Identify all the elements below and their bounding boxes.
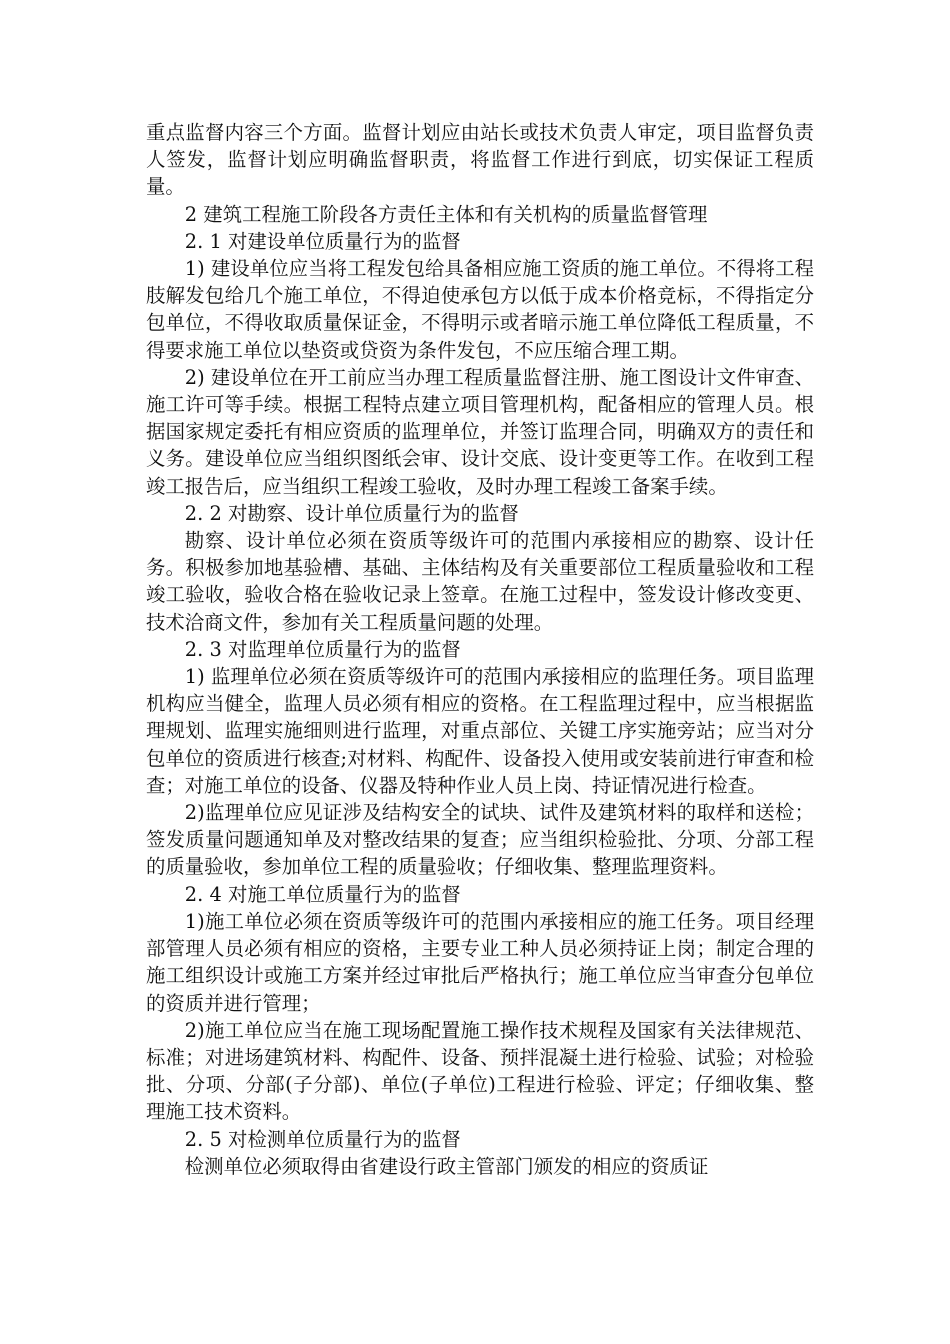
paragraph-supervision-plan: 重点监督内容三个方面。监督计划应由站长或技术负责人审定，项目监督负责人签发，监督计划应明确监督职责，将监督工作进行到底，切实保证工程质量。 xyxy=(146,121,814,199)
paragraph-2-3-item-2: 2)监理单位应见证涉及结构安全的试块、试件及建筑材料的取样和送检；签发质量问题通知单及对整改结果的复查；应当组织检验批、分项、分部工程的质量验收，参加单位工程的质量验收；仔细收集、整理监理资料。 xyxy=(146,801,814,879)
document-page xyxy=(146,119,814,1180)
paragraph-2-5: 检测单位必须取得由省建设行政主管部门颁发的相应的资质证 xyxy=(184,1154,709,1178)
paragraph-2-2: 勘察、设计单位必须在资质等级许可的范围内承接相应的勘察、设计任务。积极参加地基验槽、基础、主体结构及有关重要部位工程质量验收和工程竣工验收，验收合格在验收记录上签章。在施工过程中，签发设计修改变更、技术洽商文件，参加有关工程质量问题的处理。 xyxy=(146,529,814,634)
subsection-heading-2-2: 2. 2 对勘察、设计单位质量行为的监督 xyxy=(184,501,519,525)
paragraph-2-1-item-2: 2) 建设单位在开工前应当办理工程质量监督注册、施工图设计文件审查、施工许可等手续。根据工程特点建立项目管理机构，配备相应的管理人员。根据国家规定委托有相应资质的监理单位，并签订监理合同，明确双方的责任和义务。建设单位应当组织图纸会审、设计交底、设计变更等工作。在收到工程竣工报告后，应当组织工程竣工验收，及时办理工程竣工备案手续。 xyxy=(146,365,814,498)
subsection-heading-2-3: 2. 3 对监理单位质量行为的监督 xyxy=(184,637,461,661)
paragraph-2-1-item-1: 1) 建设单位应当将工程发包给具备相应施工资质的施工单位。不得将工程肢解发包给几个施工单位，不得迫使承包方以低于成本价格竞标，不得指定分包单位，不得收取质量保证金，不得明示或者暗示施工单位降低工程质量，不得要求施工单位以垫资或贷资为条件发包，不应压缩合理工期。 xyxy=(146,257,814,362)
subsection-heading-2-4: 2. 4 对施工单位质量行为的监督 xyxy=(184,882,461,906)
subsection-heading-2-5: 2. 5 对检测单位质量行为的监督 xyxy=(184,1127,461,1151)
subsection-heading-2-1: 2. 1 对建设单位质量行为的监督 xyxy=(184,229,461,253)
section-heading-2: 2 建筑工程施工阶段各方责任主体和有关机构的质量监督管理 xyxy=(184,202,708,226)
paragraph-2-3-item-1: 1) 监理单位必须在资质等级许可的范围内承接相应的监理任务。项目监理机构应当健全，监理人员必须有相应的资格。在工程监理过程中，应当根据监理规划、监理实施细则进行监理，对重点部位、关键工序实施旁站；应当对分包单位的资质进行核查;对材料、构配件、设备投入使用或安装前进行审查和检查；对施工单位的设备、仪器及特种作业人员上岗、持证情况进行检查。 xyxy=(146,665,814,797)
paragraph-2-4-item-1: 1)施工单位必须在资质等级许可的范围内承接相应的施工任务。项目经理部管理人员必须有相应的资格，主要专业工种人员必须持证上岗；制定合理的施工组织设计或施工方案并经过审批后严格执行；施工单位应当审查分包单位的资质并进行管理； xyxy=(146,909,814,1015)
paragraph-2-4-item-2: 2)施工单位应当在施工现场配置施工操作技术规程及国家有关法律规范、标准；对进场建筑材料、构配件、设备、预拌混凝土进行检验、试验；对检验批、分项、分部(子分部)、单位(子单位)工程进行检验、评定；仔细收集、整理施工技术资料。 xyxy=(146,1018,814,1124)
